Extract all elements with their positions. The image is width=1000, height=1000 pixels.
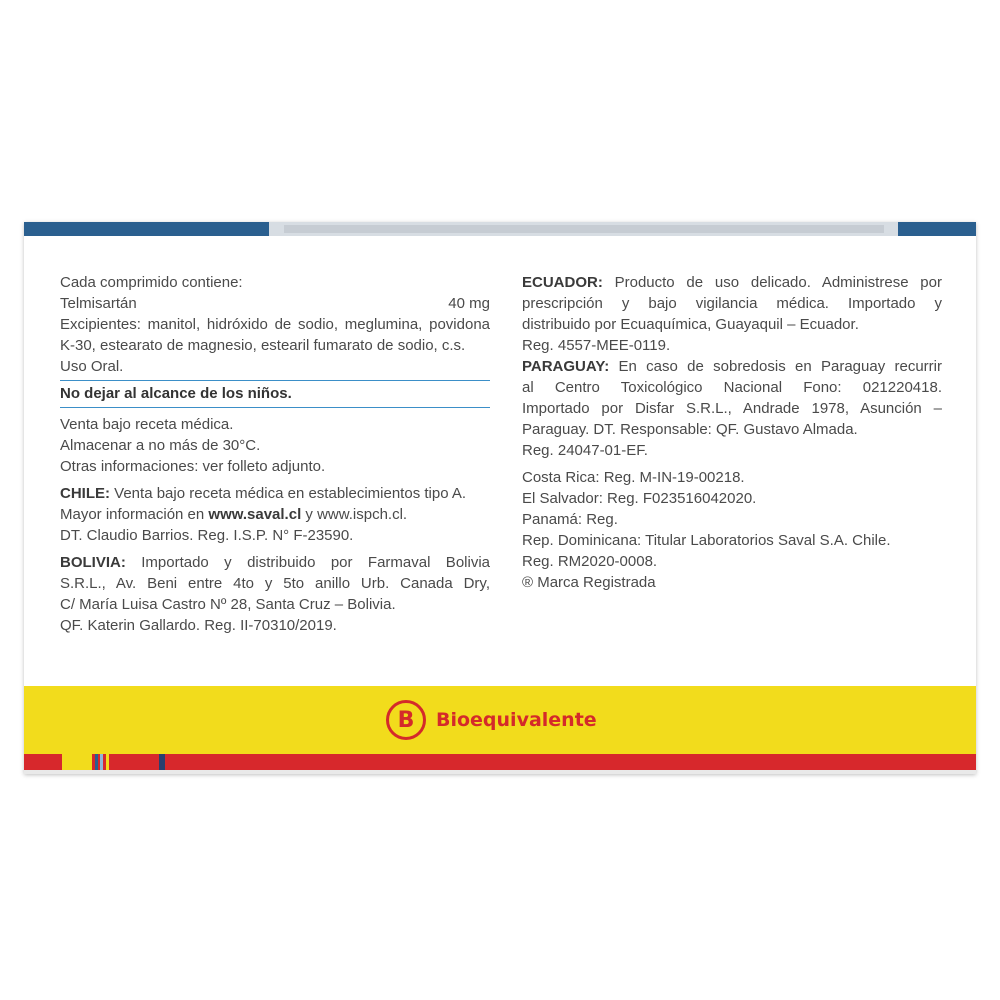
ingredient-row	[60, 293, 490, 314]
top-band	[24, 222, 976, 236]
stripe-segment-navy	[159, 754, 165, 770]
ecuador-label: ECUADOR:	[522, 274, 603, 291]
route-text: Uso Oral.	[60, 358, 124, 375]
other-info: Otras informaciones: ver folleto adjunto.	[60, 458, 326, 475]
sale-condition: Venta bajo receta médica.	[60, 416, 234, 433]
ecuador-line-1: ECUADOR: Producto de uso delicado. Administrese por	[522, 274, 942, 291]
bioequivalent-badge	[386, 700, 597, 740]
trademark-note: ® Marca Registrada	[522, 574, 656, 591]
bolivia-line-2: S.R.L., Av. Beni entre 4to y 5to anillo Urb. Canada Dry,	[60, 575, 490, 592]
bolivia-label: BOLIVIA:	[60, 554, 126, 571]
stripe-segment-lightblue	[100, 754, 103, 770]
top-band-faint-text	[284, 225, 884, 233]
excipients-line-1: Excipientes: manitol, hidróxido de sodio, meglumina, povidona	[60, 316, 490, 333]
right-column	[522, 272, 942, 593]
panama-reg: Panamá: Reg.	[522, 511, 618, 528]
paraguay-line-2: al Centro Toxicológico Nacional Fono: 021220418.	[522, 379, 942, 396]
stripe-segment-blue-1	[95, 754, 98, 770]
paraguay-line-1: PARAGUAY: En caso de sobredosis en Paraguay recurrir	[522, 358, 942, 375]
chile-line-3: DT. Claudio Barrios. Reg. I.S.P. N° F-23590.	[60, 527, 354, 544]
bioequivalent-band	[24, 686, 976, 754]
composition-header: Cada comprimido contiene:	[60, 274, 243, 291]
top-band-blue-left	[24, 222, 269, 236]
children-warning: No dejar al alcance de los niños.	[60, 380, 490, 408]
chile-label: CHILE:	[60, 485, 110, 502]
left-column	[60, 272, 490, 636]
bottom-color-stripe	[24, 754, 976, 770]
ingredient-dose: 40 mg	[448, 295, 490, 312]
bioequivalent-b-icon: B	[386, 700, 426, 740]
stripe-segment-yellow-2	[106, 754, 109, 770]
costa-rica-reg: Costa Rica: Reg. M-IN-19-00218.	[522, 469, 745, 486]
dominicana-line-2: Reg. RM2020-0008.	[522, 553, 658, 570]
bolivia-line-1: BOLIVIA: Importado y distribuido por Farmaval Bolivia	[60, 554, 490, 571]
bolivia-line-3: C/ María Luisa Castro Nº 28, Santa Cruz – Bolivia.	[60, 596, 396, 613]
paraguay-line-5: Reg. 24047-01-EF.	[522, 442, 648, 459]
bolivia-line-4: QF. Katerin Gallardo. Reg. II-70310/2019.	[60, 617, 337, 634]
ecuador-line-2: prescripción y bajo vigilancia médica. Importado y	[522, 295, 942, 312]
ecuador-line-3: distribuido por Ecuaquímica, Guayaquil – Ecuador.	[522, 316, 859, 333]
ingredient-name: Telmisartán	[60, 295, 137, 312]
bioequivalent-label: Bioequivalente	[436, 709, 597, 731]
dominicana-line-1: Rep. Dominicana: Titular Laboratorios Saval S.A. Chile.	[522, 532, 891, 549]
paraguay-line-3: Importado por Disfar S.R.L., Andrade 1978, Asunción –	[522, 400, 942, 417]
medicine-box-back	[24, 222, 976, 774]
paraguay-line-4: Paraguay. DT. Responsable: QF. Gustavo Almada.	[522, 421, 858, 438]
box-bottom-edge	[24, 770, 976, 774]
top-band-blue-right	[898, 222, 976, 236]
el-salvador-reg: El Salvador: Reg. F023516042020.	[522, 490, 757, 507]
stripe-segment-yellow	[62, 754, 92, 770]
chile-line-2: Mayor información en www.saval.cl y www.ispch.cl.	[60, 506, 408, 523]
ecuador-line-4: Reg. 4557-MEE-0119.	[522, 337, 671, 354]
paraguay-label: PARAGUAY:	[522, 358, 610, 375]
saval-link[interactable]: www.saval.cl	[208, 506, 302, 523]
excipients-line-2: K-30, estearato de magnesio, estearil fumarato de sodio, c.s.	[60, 337, 466, 354]
storage-condition: Almacenar a no más de 30°C.	[60, 437, 261, 454]
chile-line-1: CHILE: Venta bajo receta médica en establecimientos tipo A.	[60, 485, 467, 502]
